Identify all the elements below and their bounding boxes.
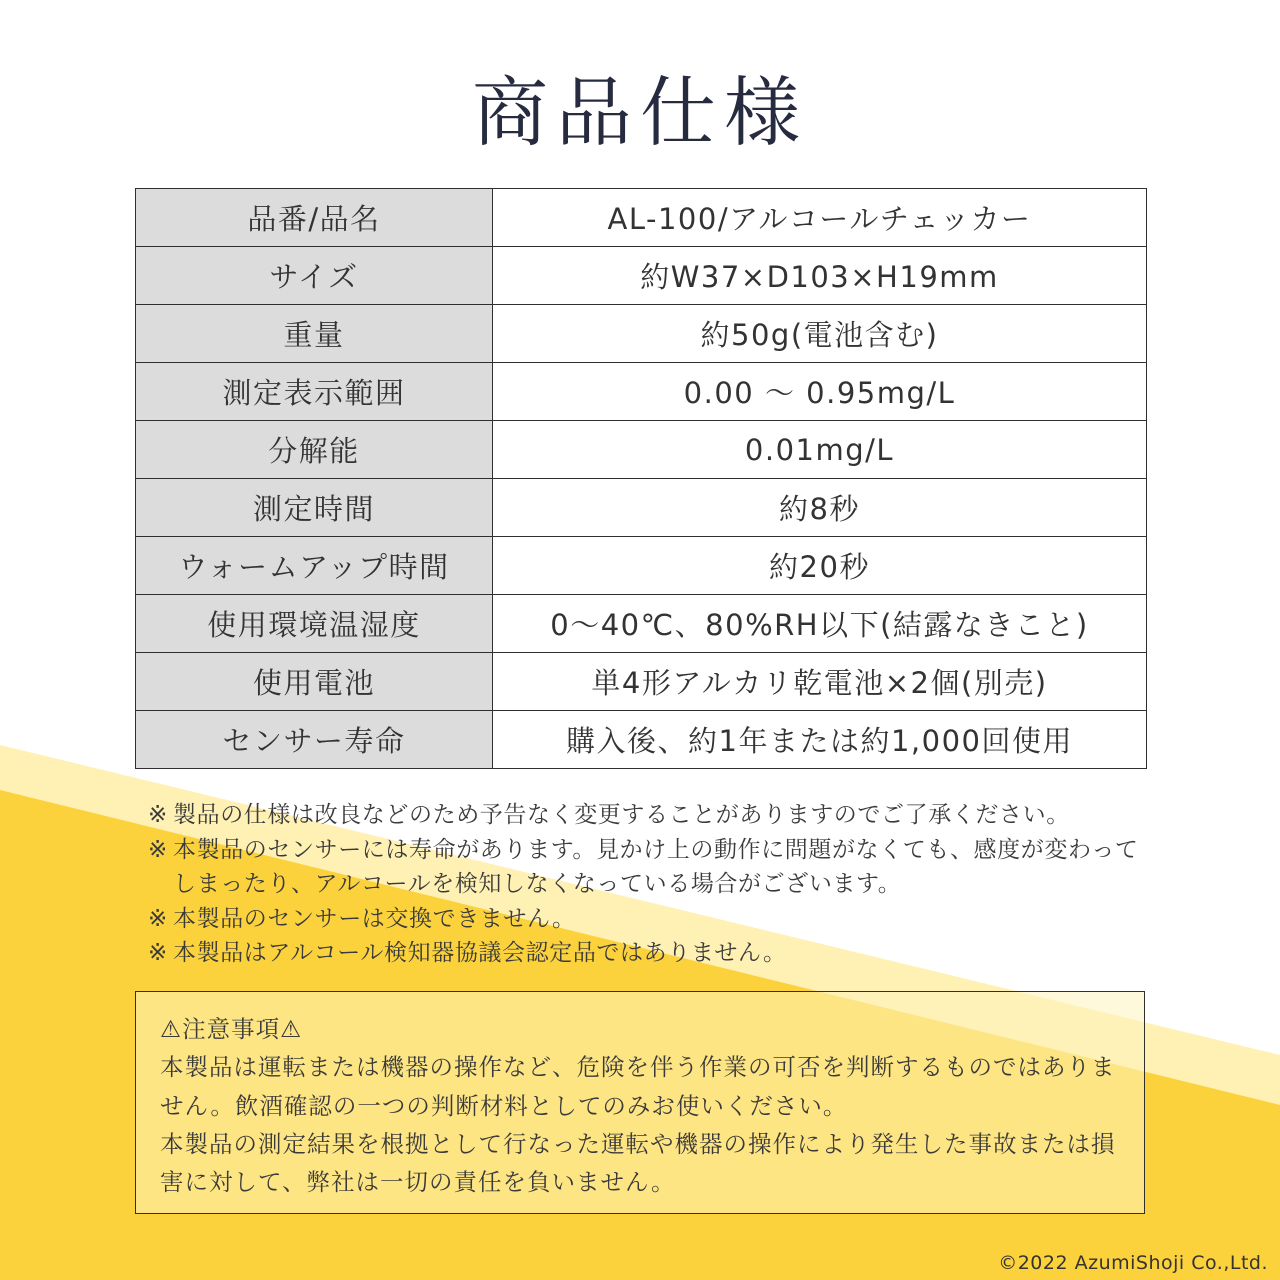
note-item xyxy=(148,798,1148,833)
spec-label: 使用環境温湿度 xyxy=(136,595,493,653)
note-text: 本製品のセンサーは交換できません。 xyxy=(173,905,576,932)
spec-value: 約W37×D103×H19mm xyxy=(493,247,1147,305)
spec-row xyxy=(136,595,1147,653)
spec-value: 約8秒 xyxy=(493,479,1147,537)
page-title: 商品仕様 xyxy=(472,68,808,157)
spec-value: 0～40℃、80%RH以下(結露なきこと) xyxy=(493,595,1147,653)
note-text: 本製品のセンサーには寿命があります。見かけ上の動作に問題がなくても、感度が変わってしまったり、アルコールを検知しなくなっている場合がございます。 xyxy=(173,836,1139,897)
spec-value: AL-100/アルコールチェッカー xyxy=(493,189,1147,247)
spec-row xyxy=(136,305,1147,363)
copyright: ©2022 AzumiShoji Co.,Ltd. xyxy=(998,1252,1268,1274)
caution-paragraph: 本製品は運転または機器の操作など、危険を伴う作業の可否を判断するものではありません。飲酒確認の一つの判断材料としてのみお使いください。 xyxy=(160,1053,1116,1120)
spec-label: 測定表示範囲 xyxy=(136,363,493,421)
spec-row xyxy=(136,363,1147,421)
spec-label: サイズ xyxy=(136,247,493,305)
spec-label: 重量 xyxy=(136,305,493,363)
spec-value: 約50g(電池含む) xyxy=(493,305,1147,363)
notes-list xyxy=(148,798,1148,971)
spec-row xyxy=(136,537,1147,595)
caution-heading: ⚠注意事項⚠ xyxy=(160,1015,303,1043)
note-item xyxy=(148,902,1148,937)
spec-value: 購入後、約1年または約1,000回使用 xyxy=(493,711,1147,769)
note-text: 本製品はアルコール検知器協議会認定品ではありません。 xyxy=(173,940,787,966)
spec-row xyxy=(136,421,1147,479)
spec-row xyxy=(136,653,1147,711)
note-text: 製品の仕様は改良などのため予告なく変更することがありますのでご了承ください。 xyxy=(173,802,1070,828)
caution-paragraph: 本製品の測定結果を根拠として行なった運転や機器の操作により発生した事故または損害に対して、弊社は一切の責任を負いません。 xyxy=(160,1129,1116,1197)
spec-value: 0.00 ～ 0.95mg/L xyxy=(493,363,1147,421)
spec-label: 分解能 xyxy=(136,421,493,479)
spec-row xyxy=(136,247,1147,305)
spec-label: 測定時間 xyxy=(136,479,493,537)
note-mark: ※ xyxy=(148,836,168,863)
spec-label: センサー寿命 xyxy=(136,711,493,769)
spec-row xyxy=(136,711,1147,769)
spec-row xyxy=(136,189,1147,247)
spec-label: 使用電池 xyxy=(136,653,493,711)
note-item xyxy=(148,833,1148,902)
spec-label: 品番/品名 xyxy=(136,189,493,247)
spec-label: ウォームアップ時間 xyxy=(136,537,493,595)
spec-value: 0.01mg/L xyxy=(493,421,1147,479)
spec-row xyxy=(136,479,1147,537)
note-mark: ※ xyxy=(148,905,168,932)
note-mark: ※ xyxy=(148,940,168,966)
note-mark: ※ xyxy=(148,802,168,828)
spec-table xyxy=(135,188,1147,769)
spec-value: 約20秒 xyxy=(493,537,1147,595)
spec-value: 単4形アルカリ乾電池×2個(別売) xyxy=(493,653,1147,711)
note-item xyxy=(148,936,1148,971)
caution-box xyxy=(135,991,1145,1214)
